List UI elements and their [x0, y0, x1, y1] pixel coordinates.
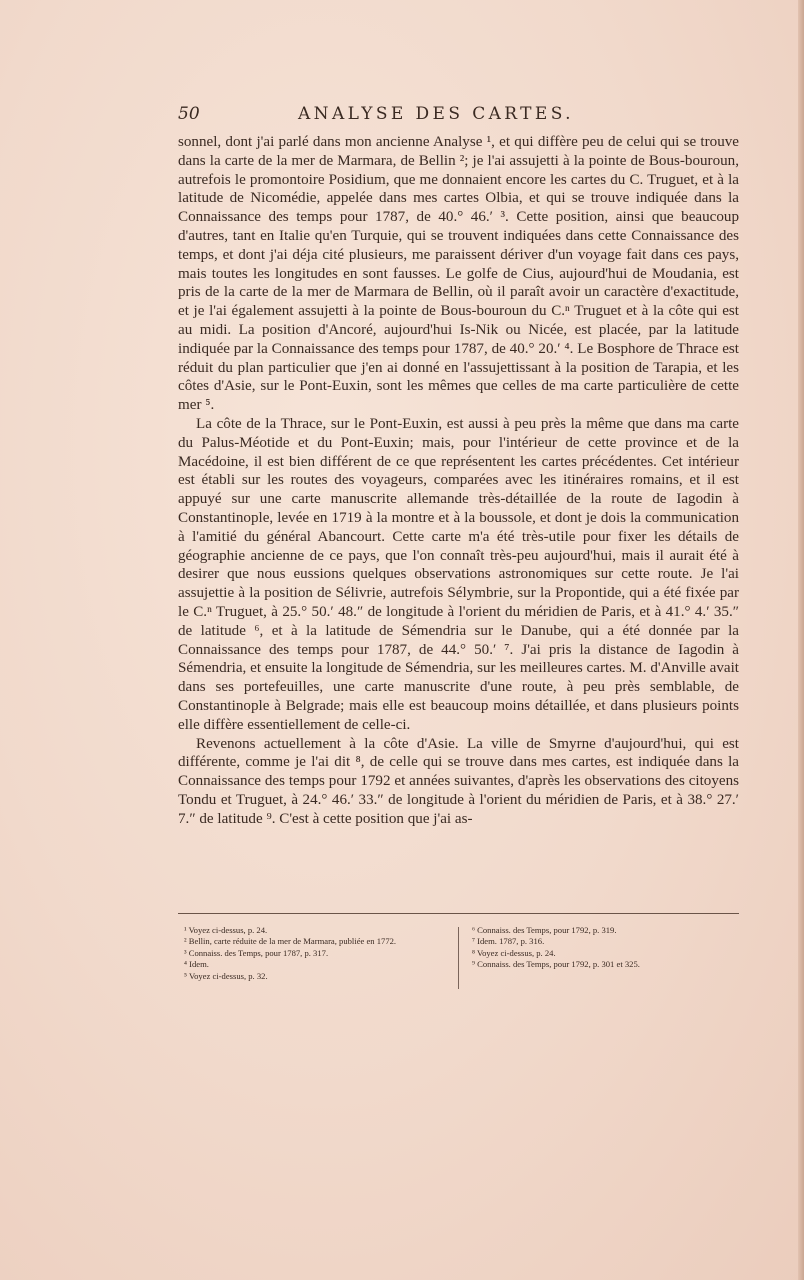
page-number: 50 — [178, 104, 200, 124]
footnote-8: ⁸ Voyez ci-dessus, p. 24. — [472, 947, 556, 958]
footnote-6: ⁶ Connaiss. des Temps, pour 1792, p. 319. — [472, 925, 617, 935]
paragraph-3: Revenons actuellement à la côte d'Asie. La ville de Smyrne d'aujourd'hui, qui est différente, comme je l'ai dit ⁸, de celle qui se trouve dans mes cartes, est indiquée dans la Connaissance des temps pour 1792 et années suivantes, d'après les observations des citoyens Tondu et Truguet, à 24.° 46.′ 33.″ de longitude à l'orient du méridien de Paris, et à 38.° 27.′ 7.″ de latitude ⁹. C'est à cette position que j'ai as- — [178, 735, 739, 827]
footnotes-right-column — [472, 925, 740, 971]
body-text — [178, 133, 739, 828]
footnote-2: ² Bellin, carte réduite de la mer de Marmara, publiée en 1772. — [184, 936, 397, 947]
footnote-5: ⁵ Voyez ci-dessus, p. 32. — [184, 970, 268, 981]
footnote-9: ⁹ Connaiss. des Temps, pour 1792, p. 301 et 325. — [472, 959, 640, 970]
paragraph-1: sonnel, dont j'ai parlé dans mon ancienne Analyse ¹, et qui diffère peu de celui qui se trouve dans la carte de la mer de Marmara, de Bellin ²; je l'ai assujetti à la pointe de Bous-bouroun, autrefois le promontoire Posidium, que me donnaient encore les cartes du C. Truguet, et à la latitude de Nicomédie, appelée dans mes cartes Olbia, et qui se trouve indiquée dans la Connaissance des temps pour 1787, de 40.° 46.′ ³. Cette position, ainsi que beaucoup d'autres, tant en Italie qu'en Turquie, qui se trouvent indiquées dans cette Connaissance des temps, et dont j'ai déja cité plusieurs, me paraissent dériver d'un voyage fait dans ces pays, mais toutes les longitudes en sont fausses. Le golfe de Cius, aujourd'hui de Moudania, est pris de la carte de la mer de Marmara de Bellin, où il paraît avoir un caractère d'exactitude, et je l'ai également assujetti à la pointe de Bous-bouroun du C.ⁿ Truguet et à la côte qui est au midi. La position d'Ancoré, aujourd'hui Is-Nik ou Nicée, est placée, par la latitude indiquée par la Connaissance des temps pour 1787, de 40.° 20.′ ⁴. Le Bosphore de Thrace est réduit du plan particulier que j'en ai donné en l'assujettissant à la position de Tarapia, et les côtes d'Asie, sur le Pont-Euxin, sont les mêmes que celles de ma carte particulière de cette mer ⁵. — [178, 134, 739, 414]
footnotes-left-column — [184, 925, 452, 982]
footnote-1: ¹ Voyez ci-dessus, p. 24. — [184, 925, 268, 935]
footnote-3: ³ Connaiss. des Temps, pour 1787, p. 317. — [184, 947, 329, 958]
footnote-rule — [178, 913, 739, 914]
footnote-divider — [458, 927, 459, 989]
footnote-7: ⁷ Idem. 1787, p. 316. — [472, 936, 545, 947]
footnote-4: ⁴ Idem. — [184, 959, 209, 970]
page-edge — [798, 0, 804, 1280]
paragraph-2: La côte de la Thrace, sur le Pont-Euxin, est aussi à peu près la même que dans ma carte du Palus-Méotide et du Pont-Euxin; mais, pour l'intérieur de cette province et de la Macédoine, il est bien différent de ce que représentent les cartes précédentes. Cet intérieur est établi sur les routes des voyageurs, comparées avec les itinéraires romains, et il est appuyé sur une carte manuscrite allemande très-détaillée de la route de Iagodin à Constantinople, levée en 1719 à la montre et à la boussole, et dont je dois la communication à l'amitié du général Abancourt. Cette carte m'a été très-utile pour fixer les détails de géographie ancienne de ce pays, que l'on connaît très-peu aujourd'hui, mais il aurait été à desirer que nous eussions quelques observations astronomiques sur cette route. Je l'ai assujettie à la position de Sélivrie, autrefois Sélymbrie, sur la Propontide, qui a été fixée par le C.ⁿ Truguet, à 25.° 50.′ 48.″ de longitude à l'orient du méridien de Paris, et à 41.° 4.′ 35.″ de latitude ⁶, et à la latitude de Sémendria sur le Danube, qui a été donnée par la Connaissance des temps pour 1787, de 44.° 50.′ ⁷. J'ai pris la distance de Iagodin à Sémendria, et ensuite la longitude de Sémendria, sur les meilleures cartes. M. d'Anville avait dans ses portefeuilles, une carte manuscrite d'une route, à peu près semblable, de Constantinople à Belgrade; mais elle est beaucoup moins détaillée, et dans plusieurs points elle diffère essentiellement de celle-ci. — [178, 415, 739, 733]
running-title: ANALYSE DES CARTES. — [298, 104, 574, 124]
page-header — [178, 104, 738, 130]
